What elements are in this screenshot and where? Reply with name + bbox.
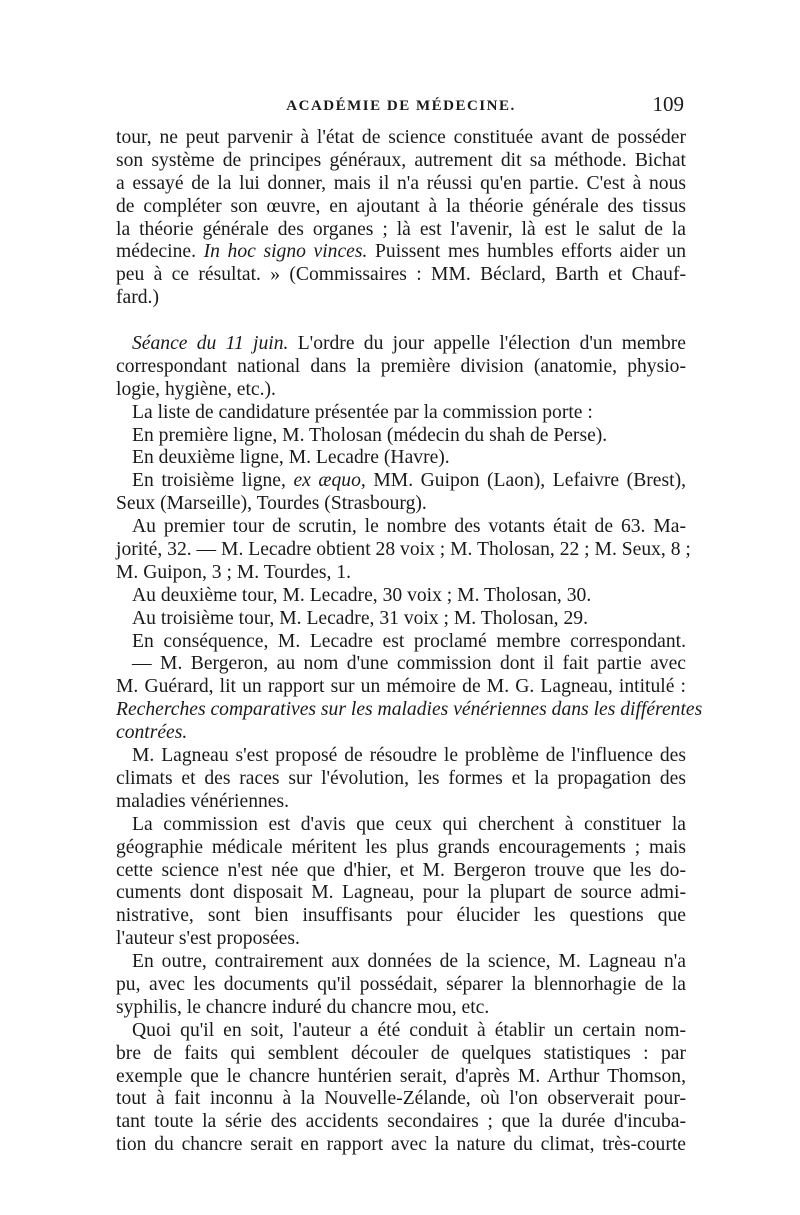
- text-line: M. Lagneau s'est proposé de résoudre le problème de l'influence des: [132, 745, 686, 767]
- text-run: médecine.: [116, 241, 204, 263]
- text-line: cuments dont disposait M. Lagneau, pour la plupart de source admi-: [116, 882, 686, 904]
- text-line: [116, 470, 686, 493]
- page-number: 109: [652, 92, 684, 116]
- running-title: ACADÉMIE DE MÉDECINE.: [286, 98, 516, 114]
- text-line: cette science n'est née que d'hier, et M. Bergeron trouve que les do-: [116, 859, 686, 881]
- page-header: [118, 92, 684, 122]
- italic-motto: In hoc signo vinces.: [203, 241, 368, 263]
- body-text: [116, 127, 703, 1157]
- text-line: fard.): [116, 287, 159, 309]
- text-line: [116, 722, 686, 745]
- text-line: peu à ce résultat. » (Commissaires : MM. Béclard, Barth et Chauf-: [116, 264, 686, 286]
- text-line: maladies vénériennes.: [116, 790, 290, 812]
- text-line: — M. Bergeron, au nom d'une commission dont il fait partie avec: [132, 653, 686, 675]
- text-line: Au deuxième tour, M. Lecadre, 30 voix ; M. Tholosan, 30.: [132, 584, 592, 606]
- text-line: pu, avec les documents qu'il possédait, séparer la blennorhagie de la: [116, 973, 686, 995]
- text-line: En deuxième ligne, M. Lecadre (Havre).: [132, 447, 450, 469]
- text-line: l'auteur s'est proposées.: [116, 928, 300, 950]
- text-line: jorité, 32. — M. Lecadre obtient 28 voix ; M. Tholosan, 22 ; M. Seux, 8 ;: [116, 539, 691, 561]
- paragraph-gap: [116, 310, 686, 333]
- memoir-title-end: contrées.: [116, 722, 188, 744]
- text-line: son système de principes généraux, autrement dit sa méthode. Bichat: [116, 149, 686, 171]
- text-line: En première ligne, M. Tholosan (médecin du shah de Perse).: [132, 424, 608, 446]
- text-line: La liste de candidature présentée par la commission porte :: [132, 401, 593, 423]
- text-run: MM. Guipon (Laon), Lefaivre (Brest),: [365, 470, 686, 492]
- text-run: Puissent mes humbles efforts aider un: [367, 241, 686, 263]
- text-run: L'ordre du jour appelle l'élection d'un membre: [288, 333, 686, 355]
- text-line: [116, 333, 686, 356]
- text-line: Au troisième tour, M. Lecadre, 31 voix ; M. Tholosan, 29.: [132, 607, 588, 629]
- text-line: tant toute la série des accidents secondaires ; que la durée d'incuba-: [116, 1111, 686, 1133]
- text-line: Au premier tour de scrutin, le nombre des votants était de 63. Ma-: [132, 516, 686, 538]
- text-line: En conséquence, M. Lecadre est proclamé membre correspondant.: [132, 630, 686, 652]
- memoir-title: Recherches comparatives sur les maladies vénériennes dans les différentes: [116, 699, 703, 721]
- text-line: Seux (Marseille), Tourdes (Strasbourg).: [116, 493, 427, 515]
- text-line: La commission est d'avis que ceux qui cherchent à constituer la: [132, 813, 686, 835]
- text-line: climats et des races sur l'évolution, les formes et la propagation des: [116, 767, 686, 789]
- text-line: [116, 699, 703, 722]
- text-line: bre de faits qui semblent découler de quelques statistiques : par: [116, 1042, 686, 1064]
- text-line: de compléter son œuvre, en ajoutant à la théorie générale des tissus: [116, 195, 686, 217]
- text-line: logie, hygiène, etc.).: [116, 378, 276, 400]
- text-line: M. Guipon, 3 ; M. Tourdes, 1.: [116, 561, 352, 583]
- text-run: En troisième ligne,: [132, 470, 294, 492]
- text-line: exemple que le chancre huntérien serait, d'après M. Arthur Thomson,: [116, 1065, 686, 1087]
- text-line: Quoi qu'il en soit, l'auteur a été conduit à établir un certain nom-: [132, 1019, 686, 1041]
- text-line: [116, 241, 686, 264]
- text-line: nistrative, sont bien insuffisants pour élucider les questions que: [116, 905, 686, 927]
- text-line: tour, ne peut parvenir à l'état de science constituée avant de posséder: [116, 127, 686, 148]
- session-date: Séance du 11 juin.: [132, 333, 289, 355]
- text-line: syphilis, le chancre induré du chancre mou, etc.: [116, 996, 490, 1018]
- text-line: la théorie générale des organes ; là est l'avenir, là est le salut de la: [116, 218, 686, 240]
- text-line: a essayé de la lui donner, mais il n'a réussi qu'en partie. C'est à nous: [116, 172, 686, 194]
- text-line: tout à fait inconnu à la Nouvelle-Zélande, où l'on observerait pour-: [116, 1088, 686, 1110]
- text-line: correspondant national dans la première division (anatomie, physio-: [116, 355, 686, 377]
- text-line: tion du chancre serait en rapport avec la nature du climat, très-courte: [116, 1134, 686, 1156]
- text-line: géographie médicale méritent les plus grands encouragements ; mais: [116, 836, 686, 858]
- text-line: En outre, contrairement aux données de la science, M. Lagneau n'a: [132, 951, 686, 973]
- text-line: M. Guérard, lit un rapport sur un mémoire de M. G. Lagneau, intitulé :: [116, 676, 686, 698]
- italic-term: ex æquo,: [293, 470, 366, 492]
